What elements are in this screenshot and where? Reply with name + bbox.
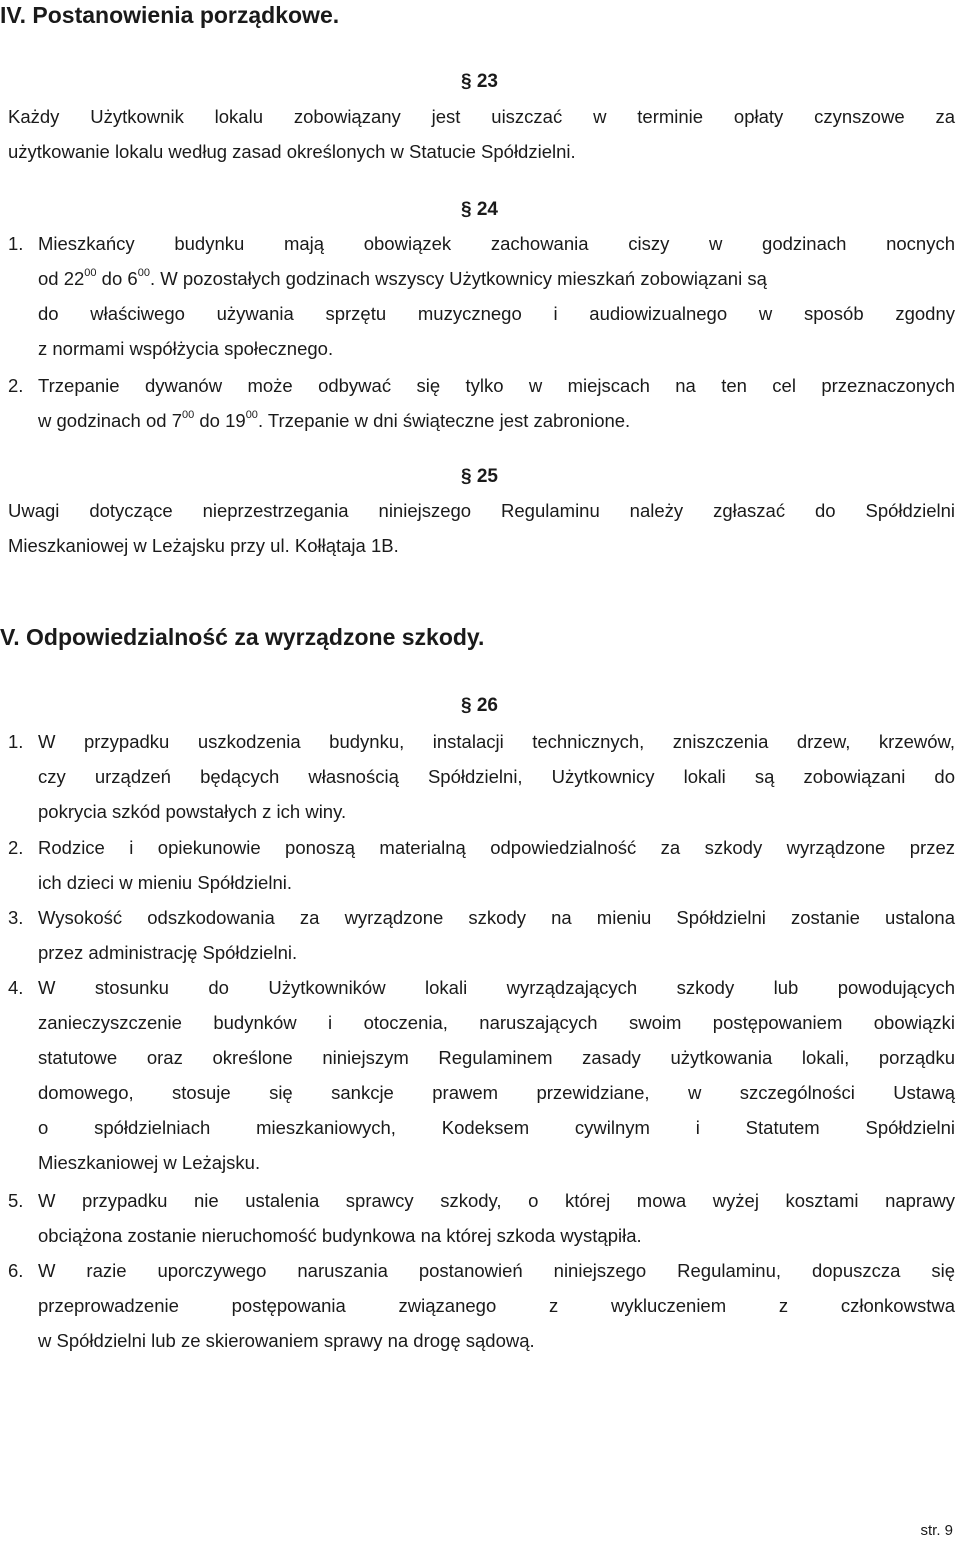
text-line: do właściwego używania sprzętu muzycznego i audiowizualnego w sposób zgodny bbox=[38, 303, 955, 324]
text-line: Mieszkaniowej w Leżajsku przy ul. Kołłątaja 1B. bbox=[8, 534, 399, 556]
paragraph-23-text bbox=[8, 100, 955, 169]
text-line: W przypadku uszkodzenia budynku, instalacji technicznych, zniszczenia drzew, krzewów, bbox=[38, 731, 955, 752]
item-number: 5. bbox=[8, 1190, 24, 1211]
item-number: 1. bbox=[8, 731, 24, 752]
text-line: pokrycia szkód powstałych z ich winy. bbox=[38, 801, 347, 822]
text-line: Wysokość odszkodowania za wyrządzone szkody na mieniu Spółdzielni zostanie ustalona bbox=[38, 907, 955, 928]
text-line: obciążona zostanie nieruchomość budynkowa na której szkoda wystąpiła. bbox=[38, 1225, 642, 1246]
text-line: z normami współżycia społecznego. bbox=[38, 338, 334, 359]
text-line: czy urządzeń będących własnością Spółdzielni, Użytkownicy lokali są zobowiązani do bbox=[38, 766, 955, 787]
text-line: Mieszkańcy budynku mają obowiązek zachowania ciszy w godzinach nocnych bbox=[38, 233, 955, 254]
item-number: 2. bbox=[8, 375, 24, 396]
paragraph-25-text bbox=[8, 494, 955, 563]
text-line: Mieszkaniowej w Leżajsku. bbox=[38, 1152, 261, 1173]
text-line: statutowe oraz określone niniejszym Regulaminem zasady użytkowania lokali, porządku bbox=[38, 1047, 955, 1068]
item-number: 6. bbox=[8, 1260, 24, 1281]
item-number: 3. bbox=[8, 907, 24, 928]
item-number: 4. bbox=[8, 977, 24, 998]
text-line: użytkowanie lokalu według zasad określonych w Statucie Spółdzielni. bbox=[8, 140, 576, 162]
text-line-with-superscripts: w godzinach od $7^{00}$ do $19^{00}$. Trzepanie w dni świąteczne jest zabronione. bbox=[38, 408, 631, 431]
item-number: 1. bbox=[8, 233, 24, 254]
paragraph-26-number: § 26 bbox=[461, 695, 498, 716]
paragraph-23-number: § 23 bbox=[461, 71, 498, 92]
text-line: W przypadku nie ustalenia sprawcy szkody, o której mowa wyżej kosztami naprawy bbox=[38, 1190, 955, 1211]
text-line: przez administrację Spółdzielni. bbox=[38, 942, 298, 963]
text-line: Uwagi dotyczące nieprzestrzegania niniejszego Regulaminu należy zgłaszać do Spółdzielni bbox=[8, 500, 955, 521]
section-v-heading: V. Odpowiedzialność za wyrządzone szkody. bbox=[0, 624, 485, 650]
text-line: Rodzice i opiekunowie ponoszą materialną odpowiedzialność za szkody wyrządzone przez bbox=[38, 837, 955, 858]
page-number: str. 9 bbox=[920, 1522, 953, 1539]
paragraph-24-number: § 24 bbox=[461, 199, 498, 220]
text-line: Każdy Użytkownik lokalu zobowiązany jest uiszczać w terminie opłaty czynszowe za bbox=[8, 106, 955, 127]
item-number: 2. bbox=[8, 837, 24, 858]
paragraph-25-number: § 25 bbox=[461, 466, 498, 487]
text-line-with-superscripts: od $22^{00}$ do $6^{00}$. W pozostałych godzinach wszyscy Użytkownicy mieszkań zobowiązani są bbox=[38, 266, 767, 289]
text-line: W stosunku do Użytkowników lokali wyrządzających szkody lub powodujących bbox=[38, 977, 955, 998]
text-line: Trzepanie dywanów może odbywać się tylko w miejscach na ten cel przeznaczonych bbox=[38, 375, 955, 396]
text-line: w Spółdzielni lub ze skierowaniem sprawy na drogę sądową. bbox=[38, 1330, 535, 1351]
text-line: domowego, stosuje się sankcje prawem przewidziane, w szczególności Ustawą bbox=[38, 1082, 955, 1103]
text-line: przeprowadzenie postępowania związanego z wykluczeniem z członkowstwa bbox=[38, 1295, 955, 1316]
text-line: zanieczyszczenie budynków i otoczenia, naruszających swoim postępowaniem obowiązki bbox=[38, 1012, 955, 1033]
text-line: ich dzieci w mieniu Spółdzielni. bbox=[38, 872, 292, 893]
text-line: W razie uporczywego naruszania postanowień niniejszego Regulaminu, dopuszcza się bbox=[38, 1260, 955, 1281]
text-line: o spółdzielniach mieszkaniowych, Kodeksem cywilnym i Statutem Spółdzielni bbox=[38, 1117, 955, 1138]
section-iv-heading: IV. Postanowienia porządkowe. bbox=[0, 2, 340, 28]
